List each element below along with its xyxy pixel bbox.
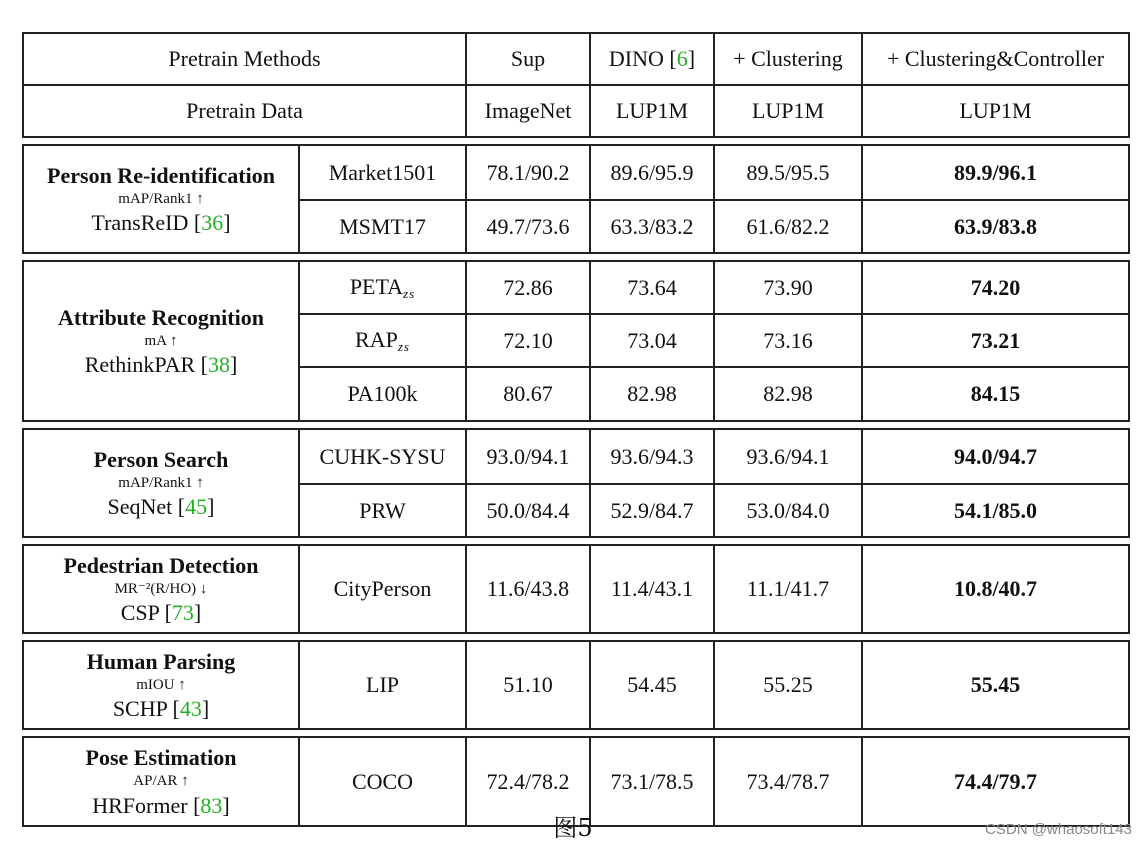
table-row [23,261,1129,314]
model-name: CSP [120,600,160,626]
value-cell: 89.5/95.5 [714,145,862,200]
value-cell-best: 55.45 [862,641,1129,729]
watermark: CSDN @whaosoft143 [985,821,1132,838]
data-sup: ImageNet [466,85,590,137]
group-separator [23,421,1129,429]
task-cell [23,429,299,537]
value-cell: 51.10 [466,641,590,729]
value-cell: 73.1/78.5 [590,737,714,826]
value-cell-best: 74.4/79.7 [862,737,1129,826]
model-citation[interactable]: 36 [201,210,224,236]
task-name: Person Re-identification [47,162,275,188]
dataset-subscript: zs [397,338,410,354]
dataset-name: RAP [355,326,398,352]
task-cell [23,545,299,633]
value-cell: 93.0/94.1 [466,429,590,484]
value-cell-best: 84.15 [862,367,1129,421]
value-cell: 61.6/82.2 [714,200,862,253]
dataset-cell [299,367,466,421]
dataset-name: CUHK-SYSU [319,443,446,469]
dataset-cell [299,545,466,633]
value-cell: 73.04 [590,314,714,367]
table-row [23,545,1129,633]
value-cell: 73.16 [714,314,862,367]
value-cell: 63.3/83.2 [590,200,714,253]
value-cell: 82.98 [714,367,862,421]
dataset-name: MSMT17 [339,213,426,239]
value-cell: 93.6/94.1 [714,429,862,484]
value-cell: 93.6/94.3 [590,429,714,484]
task-metric: mAP/Rank1 ↑ [118,474,204,491]
data-clustering-controller: LUP1M [862,85,1129,137]
dataset-name: COCO [351,768,414,794]
separator-cell [23,537,1129,545]
task-name: Pose Estimation [85,745,237,771]
dataset-cell [299,261,466,314]
group-separator [23,537,1129,545]
group-separator [23,137,1129,145]
data-dino: LUP1M [590,85,714,137]
figure-caption: 图5 [553,814,593,842]
value-cell-best: 74.20 [862,261,1129,314]
value-cell: 73.90 [714,261,862,314]
model-name: RethinkPAR [84,352,196,378]
header-row-data [23,85,1129,137]
dataset-name: CityPerson [333,576,432,602]
method-dino: DINO [6] [590,33,714,85]
value-cell: 82.98 [590,367,714,421]
task-model: RethinkPAR [38] [84,352,238,378]
task-metric: MR⁻²(R/HO) ↓ [114,580,208,597]
value-cell: 72.4/78.2 [466,737,590,826]
method-dino-label: DINO [608,46,664,72]
value-cell: 54.45 [590,641,714,729]
task-model: HRFormer [83] [92,792,230,818]
value-cell: 80.67 [466,367,590,421]
task-metric: mA ↑ [144,332,178,349]
model-citation[interactable]: 73 [171,600,194,626]
table-row [23,429,1129,484]
dataset-name: LIP [366,672,399,698]
value-cell: 72.10 [466,314,590,367]
task-name: Person Search [93,446,229,472]
value-cell: 11.6/43.8 [466,545,590,633]
dataset-name: PRW [359,497,406,523]
value-cell-best: 10.8/40.7 [862,545,1129,633]
value-cell: 73.4/78.7 [714,737,862,826]
dataset-cell [299,429,466,484]
header-row-methods [23,33,1129,85]
dataset-name: Market1501 [328,159,437,185]
pretrain-methods-label: Pretrain Methods [23,33,466,85]
group-separator [23,729,1129,737]
value-cell-best: 94.0/94.7 [862,429,1129,484]
value-cell: 49.7/73.6 [466,200,590,253]
task-model: TransReID [36] [91,210,231,236]
value-cell-best: 73.21 [862,314,1129,367]
separator-cell [23,633,1129,641]
model-citation[interactable]: 83 [200,792,223,818]
dataset-name: PETA [349,273,404,299]
task-name: Human Parsing [86,648,236,674]
task-cell [23,261,299,421]
dataset-cell [299,200,466,253]
dataset-cell [299,641,466,729]
value-cell: 55.25 [714,641,862,729]
dataset-name: PA100k [347,381,418,407]
dataset-subscript: zs [403,285,416,301]
model-citation[interactable]: 43 [179,696,202,722]
separator-cell [23,253,1129,261]
value-cell-best: 89.9/96.1 [862,145,1129,200]
task-cell [23,641,299,729]
value-cell-best: 63.9/83.8 [862,200,1129,253]
group-separator [23,253,1129,261]
value-cell: 50.0/84.4 [466,484,590,537]
model-citation[interactable]: 38 [207,352,230,378]
method-sup: Sup [466,33,590,85]
model-citation[interactable]: 45 [185,494,208,520]
table-row [23,145,1129,200]
task-name: Attribute Recognition [58,304,264,330]
model-name: SeqNet [107,494,173,520]
data-clustering: LUP1M [714,85,862,137]
task-model: CSP [73] [120,600,202,626]
dino-citation[interactable]: 6 [676,46,688,72]
method-clustering-controller: + Clustering&Controller [862,33,1129,85]
task-name: Pedestrian Detection [63,552,259,578]
dataset-cell [299,145,466,200]
task-metric: AP/AR ↑ [133,773,189,790]
value-cell: 72.86 [466,261,590,314]
value-cell: 11.1/41.7 [714,545,862,633]
value-cell: 73.64 [590,261,714,314]
model-name: TransReID [91,210,189,236]
dataset-cell [299,314,466,367]
results-table [22,32,1130,827]
task-metric: mIOU ↑ [136,676,186,693]
group-separator [23,633,1129,641]
model-name: SCHP [112,696,168,722]
separator-cell [23,421,1129,429]
task-cell [23,145,299,253]
task-model: SCHP [43] [112,696,210,722]
value-cell: 53.0/84.0 [714,484,862,537]
value-cell: 52.9/84.7 [590,484,714,537]
separator-cell [23,729,1129,737]
task-model: SeqNet [45] [107,494,215,520]
task-metric: mAP/Rank1 ↑ [118,190,204,207]
pretrain-data-label: Pretrain Data [23,85,466,137]
table-row [23,641,1129,729]
dataset-cell [299,484,466,537]
value-cell: 78.1/90.2 [466,145,590,200]
model-name: HRFormer [92,792,188,818]
method-clustering: + Clustering [714,33,862,85]
value-cell: 89.6/95.9 [590,145,714,200]
value-cell: 11.4/43.1 [590,545,714,633]
value-cell-best: 54.1/85.0 [862,484,1129,537]
separator-cell [23,137,1129,145]
